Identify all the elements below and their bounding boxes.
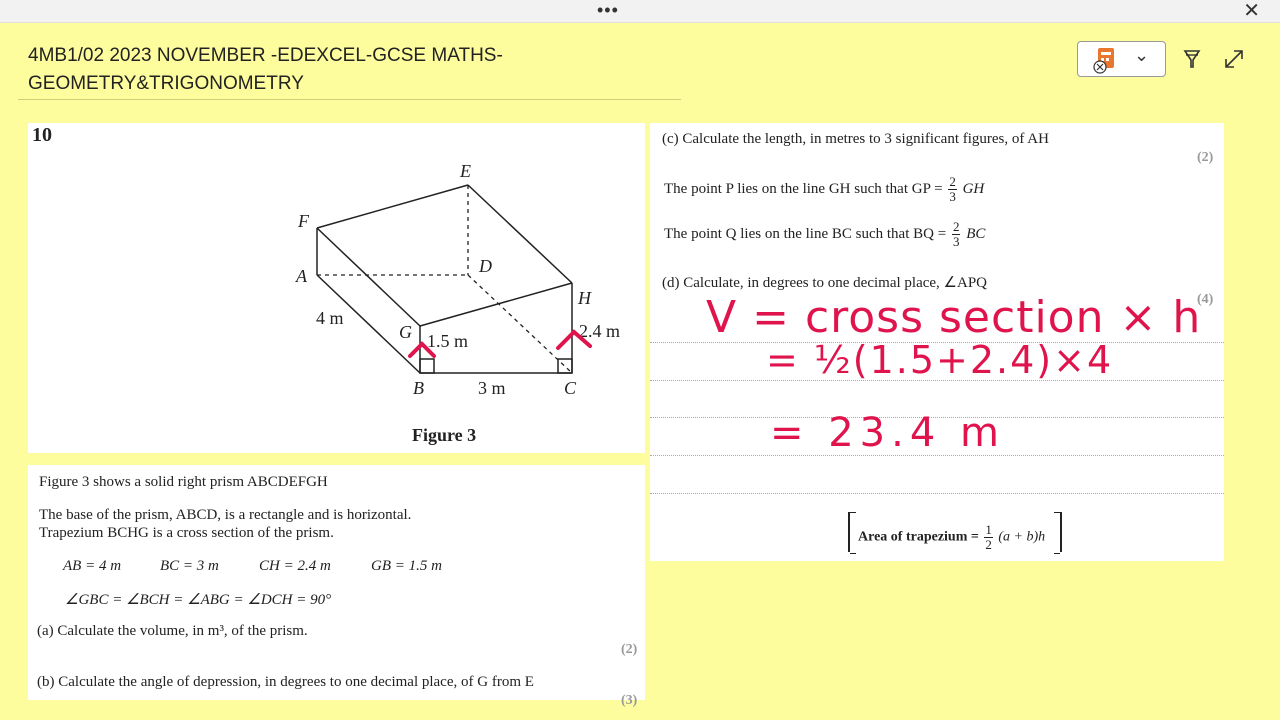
figure-panel [28, 123, 645, 453]
fraction-two-thirds [948, 175, 957, 204]
measurement-ch: CH = 2.4 m [259, 558, 331, 574]
question-number: 10 [32, 124, 52, 146]
fraction-denominator: 3 [949, 189, 956, 204]
answer-line [650, 493, 1224, 494]
length-ch-label: 2.4 m [579, 321, 621, 341]
point-q-prefix: The point Q lies on the line BC such that BQ = [664, 225, 947, 242]
expand-icon[interactable] [1222, 47, 1246, 71]
fraction-two-thirds [952, 220, 961, 249]
point-p-prefix: The point P lies on the line GH such that GP = [664, 180, 943, 197]
vertex-b-label: B [413, 378, 424, 398]
formula-box [848, 512, 1062, 552]
close-icon[interactable]: ✕ [1243, 0, 1260, 22]
pen-tool-dropdown[interactable] [1077, 41, 1166, 77]
page-title [28, 42, 678, 98]
chevron-down-icon[interactable]: ⌄ [1134, 45, 1150, 65]
length-gb-label: 1.5 m [427, 331, 469, 351]
part-a-marks: (2) [621, 642, 638, 657]
part-c-marks: (2) [1197, 150, 1214, 165]
handwriting-line-1: V = cross section × h [706, 292, 1202, 343]
part-b-text: (b) Calculate the angle of depression, in degrees to one decimal place, of G from E [37, 674, 534, 690]
vertex-d-label: D [479, 256, 492, 276]
handwriting-line-3: = 23.4 m [770, 410, 1005, 456]
handwriting-line-2: = ½(1.5+2.4)×4 [766, 338, 1114, 382]
formula-label: Area of trapezium = [858, 529, 979, 545]
base-text-2: Trapezium BCHG is a cross section of the prism. [39, 525, 334, 541]
point-q-text [664, 220, 985, 249]
formula-tail: (a + b)h [998, 529, 1046, 545]
point-p-text [664, 175, 984, 204]
vertex-e-label: E [460, 161, 471, 181]
title-line-2: GEOMETRY&TRIGONOMETRY [28, 73, 304, 94]
highlighter-icon[interactable] [1180, 47, 1204, 71]
measurement-ab: AB = 4 m [63, 558, 122, 574]
base-text-1: The base of the prism, ABCD, is a rectangle and is horizontal. [39, 507, 412, 523]
length-ab-label: 4 m [316, 308, 344, 328]
vertex-h-label: H [578, 288, 591, 308]
point-q-suffix: BC [966, 225, 986, 242]
formula-text [858, 523, 1045, 552]
part-d-text: (d) Calculate, in degrees to one decimal place, ∠APQ [662, 275, 987, 291]
vertex-a-label: A [296, 266, 307, 286]
prism-figure [28, 123, 645, 453]
figure-caption: Figure 3 [412, 425, 477, 445]
part-a-text: (a) Calculate the volume, in m³, of the prism. [37, 623, 308, 639]
fraction-denominator: 3 [952, 234, 960, 249]
question-text-panel [28, 465, 645, 708]
fraction-numerator: 2 [952, 219, 960, 234]
vertex-f-label: F [298, 211, 309, 231]
title-line-1: 4MB1/02 2023 NOVEMBER -EDEXCEL-GCSE MATHS- [28, 45, 503, 66]
angles-text: ∠GBC = ∠BCH = ∠ABG = ∠DCH = 90° [65, 592, 332, 608]
menu-dots-icon[interactable]: ••• [597, 0, 619, 20]
formula-half-num: 1 [985, 522, 992, 537]
fraction-numerator: 2 [949, 174, 956, 189]
measurement-gb: GB = 1.5 m [371, 558, 442, 574]
intro-text: Figure 3 shows a solid right prism ABCDEFGH [39, 474, 328, 490]
window-top-bar [0, 0, 1280, 23]
vertex-c-label: C [564, 378, 577, 398]
point-p-suffix: GH [962, 180, 985, 197]
formula-half-den: 2 [985, 537, 992, 552]
part-c-text: (c) Calculate the length, in metres to 3 significant figures, of AH [662, 131, 1049, 147]
measurement-bc: BC = 3 m [160, 558, 219, 574]
part-b-marks: (3) [621, 693, 638, 708]
formula-half [984, 523, 993, 552]
pen-tool-icon [1092, 44, 1122, 74]
title-divider [18, 99, 681, 100]
vertex-g-label: G [399, 322, 412, 342]
length-bc-label: 3 m [478, 378, 506, 398]
part-d-marks: (4) [1197, 292, 1214, 307]
